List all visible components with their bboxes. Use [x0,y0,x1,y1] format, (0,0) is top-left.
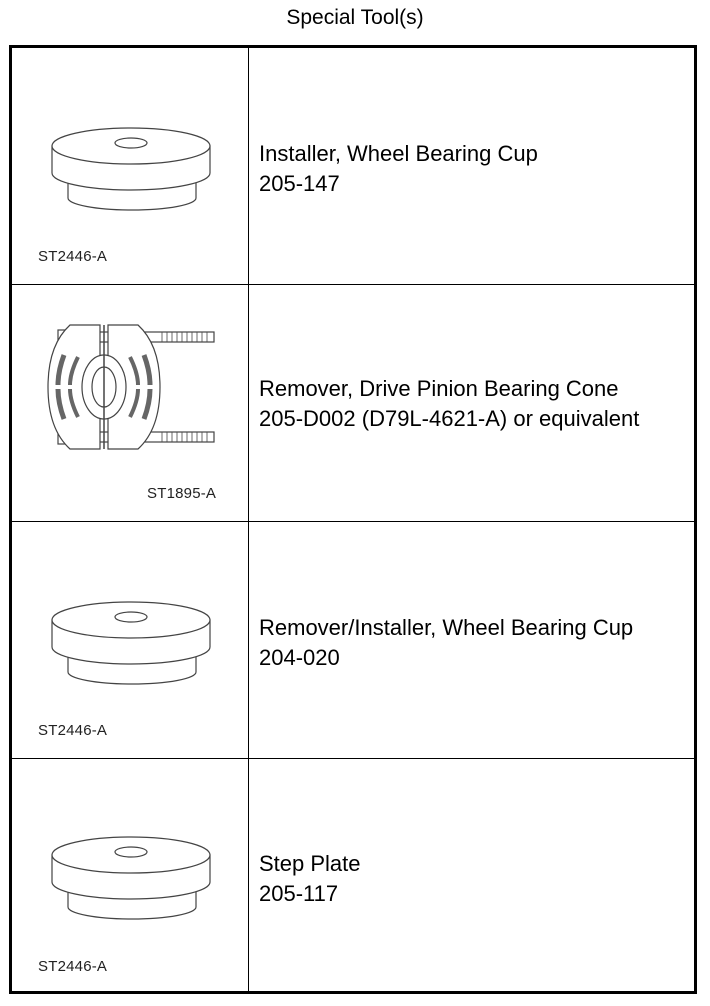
tool-number: 205-117 [259,881,339,906]
tool-number: 205-147 [259,171,340,196]
tool-number: 205-D002 (D79L-4621-A) or equivalent [259,406,640,431]
special-tools-table [9,45,697,994]
tool-name: Remover, Drive Pinion Bearing Cone [259,376,619,401]
tool-row [12,285,694,522]
tool-row [12,48,694,285]
tool-image-code: ST2446-A [38,722,108,739]
tool-description-cell [249,759,694,991]
step-plate-icon [12,759,248,991]
tool-image-code: ST1895-A [147,485,217,502]
tool-image-code: ST2446-A [38,248,108,265]
tool-image-cell [12,522,249,758]
tool-name: Step Plate [259,851,361,876]
page-title: Special Tool(s) [286,6,424,29]
tool-image-cell [12,48,249,284]
tool-description-cell [249,522,694,758]
tool-row [12,759,694,991]
tool-image-code: ST2446-A [38,958,108,975]
tool-row [12,522,694,759]
tool-number: 204-020 [259,645,340,670]
tool-description-cell [249,48,694,284]
tool-description-cell [249,285,694,521]
tool-image-cell [12,285,249,521]
tool-name: Installer, Wheel Bearing Cup [259,141,538,166]
tool-image-cell [12,759,249,991]
tool-name: Remover/Installer, Wheel Bearing Cup [259,615,634,640]
